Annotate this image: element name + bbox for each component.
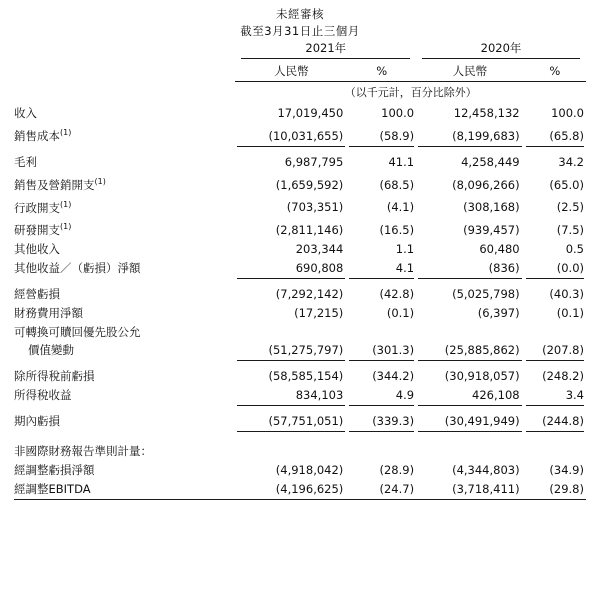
row-label: 財務費用淨額 xyxy=(14,306,83,321)
row-label: 經營虧損 xyxy=(14,287,60,302)
row-value-2020: (8,199,683) xyxy=(452,128,520,143)
column-header-rmb-2021: 人民幣 xyxy=(235,61,347,82)
row-label xyxy=(14,195,235,218)
row-label: 可轉換可贖回優先股公允 xyxy=(14,325,141,340)
row-value-2020: (836) xyxy=(488,261,520,276)
row-pct-2021: 4.1 xyxy=(395,261,415,276)
row-pct-2020: (207.8) xyxy=(542,343,584,358)
row-value-2021: 17,019,450 xyxy=(277,106,344,120)
row-value-2021 xyxy=(235,323,347,341)
row-pct-2021: (68.5) xyxy=(379,177,415,192)
row-pct-2021: (16.5) xyxy=(379,223,415,238)
row-label-text: 研發開支 xyxy=(14,223,60,238)
row-pct-2020: (65.0) xyxy=(549,177,584,192)
row-value-2021: 834,103 xyxy=(295,388,344,403)
row-label: 其他收入 xyxy=(14,242,60,257)
column-header-rmb-2020: 人民幣 xyxy=(416,61,524,82)
row-value-2020: (939,457) xyxy=(463,223,520,238)
row-pct-2021: 100.0 xyxy=(381,106,415,120)
row-label-footnote: (1) xyxy=(60,199,72,209)
row-pct-2021: (58.9) xyxy=(379,128,415,143)
row-value-2021: 6,987,795 xyxy=(284,154,344,169)
table-row xyxy=(14,104,586,123)
row-label-footnote: (1) xyxy=(94,176,106,186)
row-value-2021: (4,918,042) xyxy=(275,463,344,478)
table-row xyxy=(14,367,586,386)
table-row xyxy=(14,172,586,195)
row-pct-2020: (7.5) xyxy=(556,223,584,238)
year-header-2021-label: 2021年 xyxy=(241,40,410,59)
row-label: 收入 xyxy=(14,106,37,120)
row-value-2020: (30,491,949) xyxy=(444,414,520,429)
row-pct-2020: 3.4 xyxy=(565,388,584,403)
table-bottom-rule xyxy=(14,500,586,501)
row-label xyxy=(14,172,235,195)
row-pct-2021: (339.3) xyxy=(372,414,415,429)
table-row xyxy=(14,412,586,431)
row-pct-2020: (0.0) xyxy=(556,261,584,276)
spacer xyxy=(14,432,586,442)
row-pct-2020: (34.9) xyxy=(549,463,584,478)
row-value-2020: 426,108 xyxy=(472,388,520,403)
table-row xyxy=(14,323,586,341)
row-label: 經調整EBITDA xyxy=(14,482,91,497)
row-label-text: 行政開支 xyxy=(14,200,60,215)
row-label-footnote: (1) xyxy=(60,222,72,232)
row-label: 毛利 xyxy=(14,154,37,169)
table-row xyxy=(14,123,586,146)
row-value-2021: (7,292,142) xyxy=(275,287,344,302)
row-value-2021: (58,585,154) xyxy=(268,369,344,384)
year-header-2020-label: 2020年 xyxy=(422,40,580,59)
row-value-2021: 690,808 xyxy=(295,261,344,276)
statement-header xyxy=(14,6,586,40)
column-header-pct-2020: % xyxy=(524,61,586,82)
row-pct-2021: (24.7) xyxy=(379,482,415,497)
row-value-2021: (17,215) xyxy=(294,306,344,321)
row-pct-2021: (0.1) xyxy=(386,306,415,321)
row-value-2021: (57,751,051) xyxy=(268,414,344,429)
row-value-2020: (8,096,266) xyxy=(452,177,520,192)
row-pct-2020: 34.2 xyxy=(558,154,584,169)
row-pct-2020: (2.5) xyxy=(556,200,584,215)
row-label: 除所得稅前虧損 xyxy=(14,369,95,384)
row-value-2020: (25,885,862) xyxy=(444,343,520,358)
row-pct-2021: (4.1) xyxy=(386,200,415,215)
row-value-2020 xyxy=(416,323,524,341)
row-pct-2021: 1.1 xyxy=(395,242,415,257)
income-statement-table xyxy=(14,40,586,500)
table-row xyxy=(14,480,586,500)
row-value-2020: 60,480 xyxy=(479,242,520,257)
row-label-text: 銷售及營銷開支 xyxy=(14,177,95,192)
row-pct-2020: (248.2) xyxy=(542,369,584,384)
row-value-2020: 4,258,449 xyxy=(461,154,520,169)
row-label: 期內虧損 xyxy=(14,414,60,429)
table-row xyxy=(14,285,586,304)
row-pct-2020: 0.5 xyxy=(565,242,584,257)
year-header-2020 xyxy=(416,40,586,61)
row-value-2020: (308,168) xyxy=(463,200,520,215)
table-row xyxy=(14,386,586,405)
row-value-2020: (30,918,057) xyxy=(444,369,520,384)
row-value-2020: (6,397) xyxy=(477,306,520,321)
row-pct-2020 xyxy=(524,323,586,341)
row-label: 所得稅收益 xyxy=(14,388,72,403)
row-pct-2021 xyxy=(347,323,416,341)
row-label xyxy=(14,123,235,146)
row-pct-2020: 100.0 xyxy=(551,106,584,120)
row-pct-2021: (301.3) xyxy=(372,343,415,358)
table-row xyxy=(14,341,586,360)
row-label xyxy=(14,217,235,240)
row-value-2021: 203,344 xyxy=(295,242,344,257)
row-label: 其他收益／（虧損）淨額 xyxy=(14,261,141,276)
row-pct-2021: (42.8) xyxy=(379,287,415,302)
row-pct-2020: (29.8) xyxy=(549,482,584,497)
row-value-2020: (5,025,798) xyxy=(452,287,520,302)
table-header-years xyxy=(14,40,586,61)
table-header-columns xyxy=(14,61,586,82)
table-row xyxy=(14,461,586,480)
row-value-2021: (10,031,655) xyxy=(268,128,344,143)
unit-note: （以千元計，百分比除外） xyxy=(344,86,477,99)
table-row xyxy=(14,217,586,240)
row-value-2020: (3,718,411) xyxy=(452,482,520,497)
table-row xyxy=(14,304,586,323)
header-line-period: 截至3月31日止三個月 xyxy=(240,24,360,38)
row-pct-2021: (28.9) xyxy=(379,463,415,478)
header-line-unaudited: 未經審核 xyxy=(276,7,324,21)
row-label-footnote: (1) xyxy=(60,128,72,137)
row-pct-2020: (0.1) xyxy=(556,306,584,321)
row-value-2020: 12,458,132 xyxy=(453,106,520,120)
row-pct-2020: (244.8) xyxy=(542,414,584,429)
row-value-2021: (51,275,797) xyxy=(268,343,344,358)
column-header-pct-2021: % xyxy=(347,61,416,82)
row-label: 價值變動 xyxy=(28,343,74,358)
row-value-2021: (1,659,592) xyxy=(275,177,344,192)
row-pct-2020: (40.3) xyxy=(549,287,584,302)
row-pct-2021: (344.2) xyxy=(372,369,415,384)
table-row xyxy=(14,259,586,278)
section-title: 非國際財務報告準則計量： xyxy=(14,444,152,459)
row-label: 經調整虧損淨額 xyxy=(14,463,95,478)
row-label-text: 銷售成本 xyxy=(14,128,60,143)
row-value-2020: (4,344,803) xyxy=(452,463,520,478)
row-pct-2020: (65.8) xyxy=(549,128,584,143)
table-row xyxy=(14,195,586,218)
row-value-2021: (4,196,625) xyxy=(275,482,344,497)
row-value-2021: (703,351) xyxy=(286,200,344,215)
section-header-row xyxy=(14,442,586,461)
unit-note-row xyxy=(14,82,586,105)
row-pct-2021: 41.1 xyxy=(388,154,415,169)
table-row xyxy=(14,153,586,172)
year-header-2021 xyxy=(235,40,416,61)
row-pct-2021: 4.9 xyxy=(395,388,415,403)
table-row xyxy=(14,240,586,259)
row-value-2021: (2,811,146) xyxy=(275,223,344,238)
